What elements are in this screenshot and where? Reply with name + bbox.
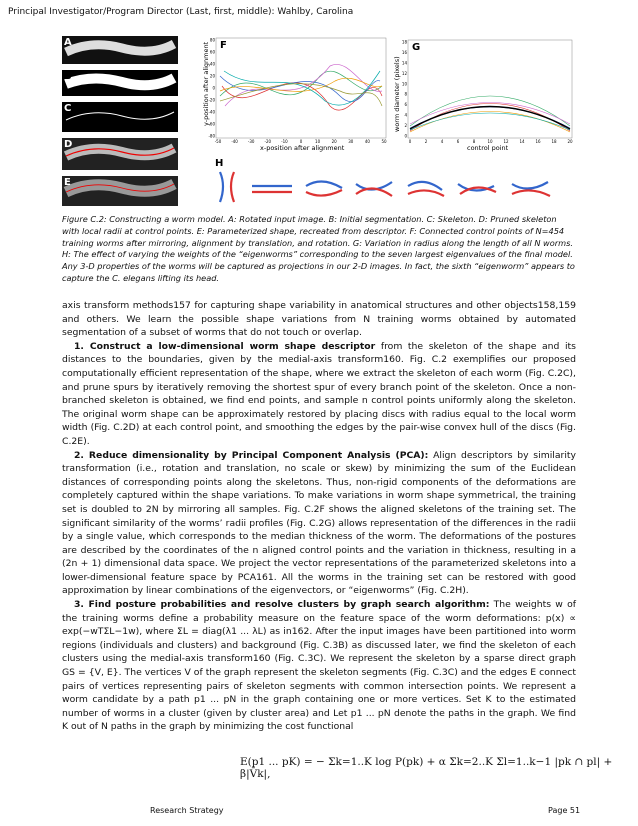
- g-ytick-label: 8: [404, 91, 407, 97]
- g-ytick-label: 10: [401, 81, 407, 87]
- g-ytick-label: 12: [401, 70, 407, 76]
- f-xtick-label: -30: [247, 139, 255, 144]
- f-xtick-label: 20: [331, 139, 337, 144]
- f-xtick-label: 0: [299, 139, 303, 144]
- g-xtick-label: 6: [456, 139, 460, 144]
- page-header: Principal Investigator/Program Director (Last, first, middle): Wahlby, Carolina: [8, 7, 354, 17]
- paragraph-step-3: [62, 598, 576, 734]
- paragraph-text: Align descriptors by similarity transformation (i.e., rotation and translation, no scale or skew) by minimizing the sum of the Euclidean distances of corresponding points along the skeletons. Thus, non-rigid components of the deformations are completely captured within the shape variations. To make variations in worm shape symmetrical, the training set is doubled to 2N by mirroring all samples. Fig. C.2F shows the aligned skeletons of the training set. The significant similarity of the worms’ radii profiles (Fig. C.2G) allows representation of the differences in the radii by a single value, which corresponds to the median thickness of the worm. The deformations of the postures are described by the coordinates of the n aligned control points and the variation in thickness, resulting in a (2n + 1) dimensional data space. We project the vector representations of the parameterized skeletons into a lower-dimensional feature space by PCA161. All the worms in the training set can be restored with good approximation by linear combinations of the eigenvectors, or “eigenworms” (Fig. C.2H).: [62, 449, 576, 597]
- f-xtick-label: -50: [214, 139, 222, 144]
- g-ytick-label: 14: [401, 60, 407, 66]
- g-xtick-label: 12: [503, 139, 509, 144]
- f-ytick-label: -80: [208, 133, 215, 139]
- f-ytick-label: -60: [208, 121, 215, 127]
- figure-caption: Figure C.2: Constructing a worm model. A: Rotated input image. B: Initial segmentation. C: Skeleton. D: Pruned skeleton with local radii at control points. E: Parameterized shape, recreated from descriptor. F: Connected control points of N=454 training worms after mirroring, alignment by translation, and rotation. G: Variation in radius along the length of all N worms. H: The effect of varying the weights of the “eigenworms” corresponding to the seven largest eigenvalues of the final model. Any 3-D properties of the worms will be captured as projections in our 2-D images. In fact, the sixth “eigenworm” appears to capture the C. elegans lifting its head.: [62, 214, 575, 283]
- panel-a-image: [62, 36, 178, 64]
- footer-page-number: Page 51: [548, 806, 581, 815]
- f-ylabel: y-position after alignment: [202, 41, 210, 126]
- paragraph-step-2: [62, 449, 576, 599]
- paragraph-heading: 1. Construct a low-dimensional worm shape descriptor: [74, 340, 376, 352]
- panel-label-h: H: [215, 158, 224, 169]
- f-ytick-label: 20: [209, 73, 215, 79]
- cost-functional-equation: E(p1 ... pK) = − Σk=1..K log P(pk) + α Σk=2..K Σl=1..k−1 |pk ∩ pl| + β|V̄k|,: [240, 756, 613, 780]
- paragraph-step-1: [62, 340, 576, 449]
- f-xtick-label: 40: [364, 139, 370, 144]
- g-ytick-label: 4: [404, 112, 407, 118]
- panel-g-radius-variation: [392, 36, 576, 154]
- f-xtick-label: -10: [281, 139, 288, 144]
- footer-section: Research Strategy: [150, 806, 224, 815]
- panel-label-e: E: [64, 177, 71, 188]
- panel-f-aligned-skeletons: [200, 36, 390, 154]
- figure-c2: [62, 36, 576, 206]
- f-xtick-label: 10: [315, 139, 321, 144]
- f-xtick-label: 30: [348, 139, 354, 144]
- panel-h-eigenworms: [212, 156, 576, 206]
- paragraph-text: The weights w of the training worms define a probability measure on the feature space of the worm deformations: p(x) ∝ exp(−wTΣL−1w), where ΣL = diag(λ1 ... λL) as in162. After the input images have been partitioned into worm regions (individuals and clusters) and background (Fig. C.3B) as discussed later, we find the skeleton of each clusters using the medial-axis transform160 (Fig. C.3C). We represent the skeleton by a sparse direct graph GS = {V, E}. The vertices V of the graph represent the skeleton segments (Fig. C.3C) and the edges E connect pairs of vertices representing pairs of skeleton segments with common intersection points. We represent a worm candidate by a path p1 ... pN in the graph containing one or more vertices. Set K to the estimated number of worms in a cluster (given by cluster area) and Let p1 ... pN denote the paths in the graph. We find K out of N paths in the graph by minimizing the cost functional: [62, 599, 576, 733]
- panel-c-skeleton: [62, 102, 178, 132]
- panel-label-f: F: [220, 40, 227, 51]
- body-text: [62, 299, 576, 734]
- g-xtick-label: 8: [472, 139, 476, 144]
- g-xtick-label: 2: [424, 139, 428, 144]
- f-ytick-label: 80: [209, 37, 215, 43]
- f-xlabel: x-position after alignment: [260, 144, 345, 152]
- f-ytick-label: -40: [208, 109, 215, 115]
- g-ytick-label: 2: [404, 123, 407, 129]
- g-ytick-label: 18: [401, 39, 407, 45]
- f-ytick-label: 0: [212, 85, 215, 91]
- g-ytick-label: 16: [401, 49, 407, 55]
- f-ytick-label: 60: [209, 49, 215, 55]
- paragraph-heading: 3. Find posture probabilities and resolve clusters by graph search algorithm:: [74, 599, 490, 611]
- paragraph-text: from the skeleton of the shape and its distances to the boundaries, given by the medial-axis transform160. Fig. C.2 exemplifies our proposed computationally efficient representation of the shape, where we extract the skeleton of each worm (Fig. C.2C), and prune spurs by iteratively removing the shortest spur of every branch point of the skeleton. Once a non-branched skeleton is obtained, we find end points, and sample n control points uniformly along the skeleton. The original worm shape can be approximately restored by placing discs with radius equal to the local worm width (Fig. C.2D) at each control point, and smoothing the edges by the pair-wise convex hull of the discs (Fig. C.2E).: [62, 340, 576, 447]
- g-xtick-label: 18: [551, 139, 557, 144]
- g-xtick-label: 16: [535, 139, 541, 144]
- g-xtick-label: 0: [408, 139, 412, 144]
- g-ytick-label: 6: [404, 102, 407, 108]
- panel-e-parameterized-shape: [62, 176, 178, 206]
- g-ylabel: worm diameter (pixels): [393, 56, 401, 132]
- panel-label-g: G: [412, 42, 421, 53]
- panel-b-segmentation: [62, 70, 178, 96]
- f-ytick-label: 40: [209, 61, 215, 67]
- g-xtick-label: 10: [487, 139, 493, 144]
- panel-d-pruned-skeleton: [62, 138, 178, 170]
- panel-label-a: A: [64, 37, 72, 48]
- f-ytick-label: -20: [208, 97, 215, 103]
- g-ytick-label: 0: [404, 133, 407, 139]
- paragraph-text: axis transform methods157 for capturing shape variability in anatomical structures and other objects158,159 and others. We learn the possible shape variations from N training worms obtained by automated segmentation of a subset of worms that do not touch or overlap.: [62, 300, 576, 339]
- g-xtick-label: 4: [440, 139, 444, 144]
- f-xtick-label: -20: [264, 139, 272, 144]
- paragraph-intro: [62, 299, 576, 340]
- g-xtick-label: 20: [567, 139, 573, 144]
- g-xlabel: control point: [467, 144, 509, 152]
- g-xtick-label: 14: [519, 139, 525, 144]
- f-xtick-label: 50: [381, 139, 387, 144]
- panel-label-b: B: [64, 71, 72, 82]
- panel-label-c: C: [64, 103, 72, 114]
- paragraph-heading: 2. Reduce dimensionality by Principal Component Analysis (PCA):: [74, 449, 429, 461]
- panel-label-d: D: [64, 139, 73, 150]
- f-xtick-label: -40: [231, 139, 238, 144]
